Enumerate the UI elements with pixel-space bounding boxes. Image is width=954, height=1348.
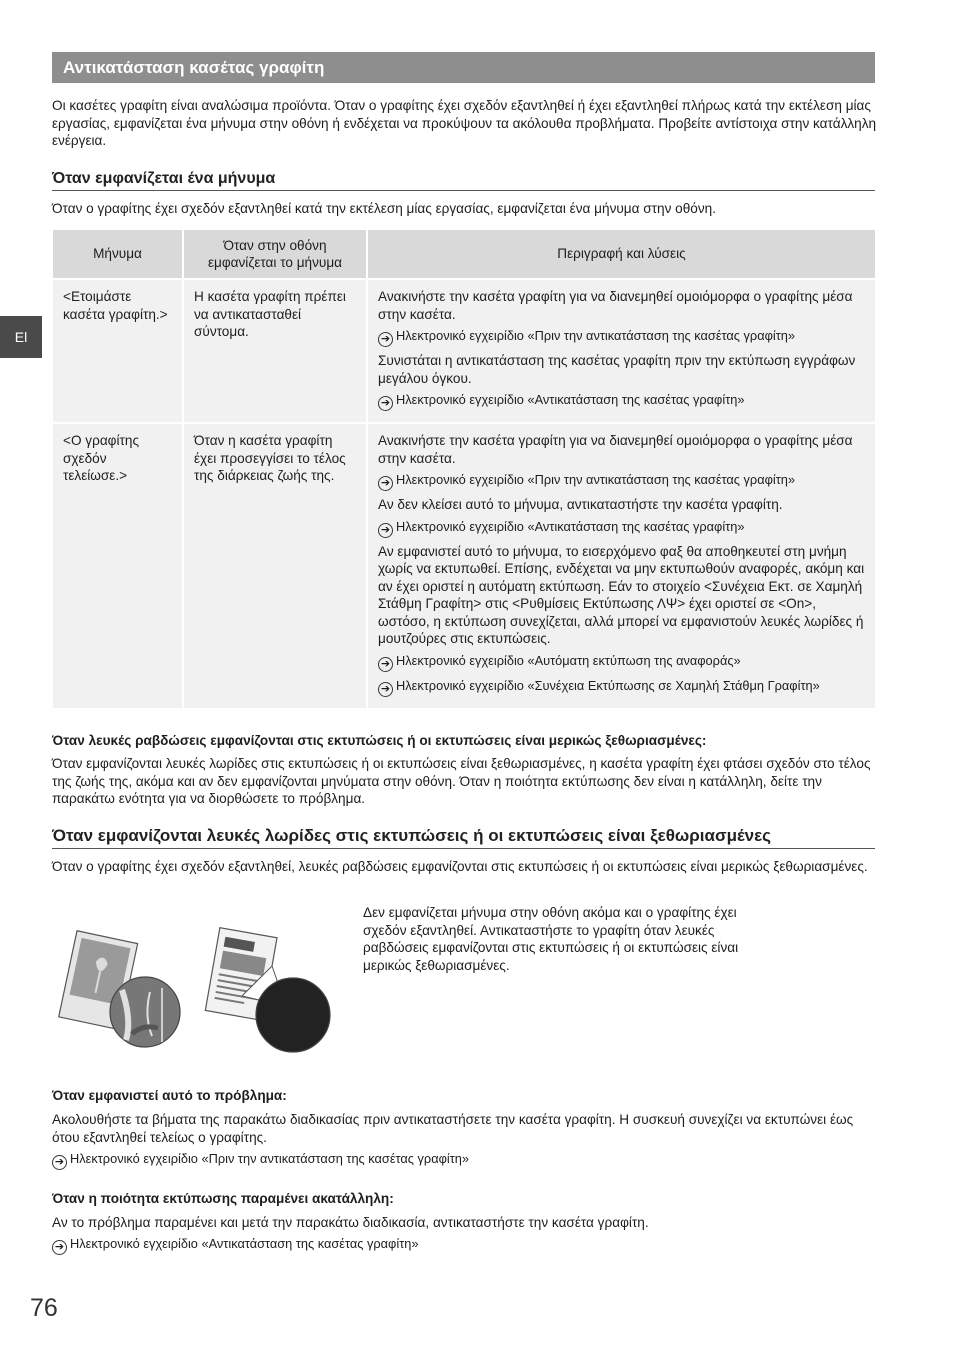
reference-text: Ηλεκτρονικό εγχειρίδιο «Αντικατάσταση της κασέτας γραφίτη» [396,392,745,407]
message-intro: Όταν ο γραφίτης έχει σχεδόν εξαντληθεί κατά την εκτέλεση μίας εργασίας, εμφανίζεται ένα μήνυμα στην οθόνη. [52,201,716,216]
reference-text: Ηλεκτρονικό εγχειρίδιο «Πριν την αντικατάσταση της κασέτας γραφίτη» [70,1151,470,1166]
manual-reference[interactable] [378,677,865,697]
description-text: Αν εμφανιστεί αυτό το μήνυμα, το εισερχόμενο φαξ θα αποθηκευτεί στη μνήμη χωρίς να εκτυπωθεί. Επίσης, ενδέχεται να μην εκτυπωθούν αναφορές, ακόμη και αν έχει οριστεί η αυτόματη εκτύπωση. Εάν το στοιχείο <Συνέχεια Εκτ. σε Χαμηλή Στάθμη Γραφίτη> στις <Ρυθμίσεις Εκτύπωσης ΛΨ> έχει οριστεί σε <On>, ωστόσο, η εκτύπωση συνεχίζεται, αλλά μπορεί να εμφανιστούν λευκές λωρίδες ή μουτζούρες στις εκτυπώσεις. [378,543,865,646]
arrow-right-icon: ➔ [378,476,393,491]
faded-print-illustration [52,926,332,1064]
manual-reference[interactable] [378,327,865,347]
heading-message: Όταν εμφανίζεται ένα μήνυμα [52,170,875,191]
quality-manual-reference[interactable] [52,1236,419,1255]
heading-streaks: Όταν εμφανίζονται λευκές λωρίδες στις εκτυπώσεις ή οι εκτυπώσεις είναι ξεθωριασμένες [52,826,875,849]
reference-text: Ηλεκτρονικό εγχειρίδιο «Αυτόματη εκτύπωση της αναφοράς» [396,652,741,668]
language-tab: El [0,316,42,358]
description-text: Ανακινήστε την κασέτα γραφίτη για να διανεμηθεί ομοιόμορφα ο γραφίτης μέσα στην κασέτα. [378,289,853,322]
arrow-right-icon: ➔ [378,396,393,411]
side-note: Δεν εμφανίζεται μήνυμα στην οθόνη ακόμα και ο γραφίτης έχει σχεδόν εξαντληθεί. Αντικαταστήστε το γραφίτη όταν λευκές ραβδώσεις εμφανίζονται στις εκτυπώσεις ή οι εκτυπώσεις είναι μερικώς ξεθωριασμένες. [363,905,739,973]
manual-reference[interactable] [378,391,865,411]
reference-text: Ηλεκτρονικό εγχειρίδιο «Αντικατάσταση της κασέτας γραφίτη» [396,518,745,534]
cell-when: Όταν η κασέτα γραφίτη έχει προσεγγίσει το τέλος της διάρκειας ζωής της. [183,423,367,708]
cell-message: <Ετοιμάστε κασέτα γραφίτη.> [53,279,183,423]
table-header-description: Περιγραφή και λύσεις [367,230,875,279]
page-number: 76 [30,1294,58,1322]
arrow-right-icon: ➔ [378,523,393,538]
problem-bold-heading: Όταν εμφανιστεί αυτό το πρόβλημα: [52,1088,287,1103]
streaks-bold-heading: Όταν λευκές ραβδώσεις εμφανίζονται στις εκτυπώσεις ή οι εκτυπώσεις είναι μερικώς ξεθωριασμένες: [52,733,707,748]
quality-bold-heading: Όταν η ποιότητα εκτύπωσης παραμένει ακατάλληλη: [52,1191,394,1206]
cell-description [367,279,875,423]
arrow-right-icon: ➔ [378,657,393,672]
cell-description [367,423,875,708]
manual-reference[interactable] [378,518,865,538]
arrow-right-icon: ➔ [378,332,393,347]
quality-paragraph: Αν το πρόβλημα παραμένει και μετά την παρακάτω διαδικασία, αντικαταστήστε την κασέτα γραφίτη. [52,1215,649,1230]
section-title: Αντικατάσταση κασέτας γραφίτη [52,52,875,83]
reference-text: Ηλεκτρονικό εγχειρίδιο «Αντικατάσταση της κασέτας γραφίτη» [70,1236,419,1251]
description-text: Αν δεν κλείσει αυτό το μήνυμα, αντικαταστήστε την κασέτα γραφίτη. [378,497,783,512]
message-table [53,230,875,708]
table-row [53,423,875,708]
arrow-right-icon: ➔ [52,1155,67,1170]
description-text: Συνιστάται η αντικατάσταση της κασέτας γραφίτη πριν την εκτύπωση εγγράφων μεγάλου όγκου. [378,353,856,386]
cell-message: <Ο γραφίτης σχεδόν τελείωσε.> [53,423,183,708]
problem-manual-reference[interactable] [52,1151,469,1170]
problem-paragraph: Ακολουθήστε τα βήματα της παρακάτω διαδικασίας πριν αντικαταστήσετε την κασέτα γραφίτη. Η συσκευή συνεχίζει να εκτυπώνει έως ότου εξαντληθεί τελείως ο γραφίτης. [52,1112,854,1145]
streaks-paragraph: Όταν εμφανίζονται λευκές λωρίδες στις εκτυπώσεις ή οι εκτυπώσεις είναι ξεθωριασμένες, η κασέτα γραφίτη έχει φτάσει σχεδόν στο τέλος της ζωής της, ακόμα και αν δεν εμφανίζονται μηνύματα στην οθόνη. Όταν η ποιότητα εκτύπωσης δεν είναι η κατάλληλη, δείτε την παρακάτω ενότητα για να διορθώσετε το πρόβλημα. [52,756,871,806]
intro-paragraph: Οι κασέτες γραφίτη είναι αναλώσιμα προϊόντα. Όταν ο γραφίτης έχει σχεδόν εξαντληθεί ή έχει εξαντληθεί πλήρως κατά την εκτέλεση μίας εργασίας, εμφανίζεται ένα μήνυμα στην οθόνη ή ενδέχεται να προκύψουν τα ακόλουθα προβλήματα. Προβείτε αντίστοιχα στην κατάλληλη ενέργεια. [52,98,877,148]
table-row [53,279,875,423]
cell-when: Η κασέτα γραφίτη πρέπει να αντικατασταθεί σύντομα. [183,279,367,423]
table-header-message: Μήνυμα [53,230,183,279]
table-header-when: Όταν στην οθόνη εμφανίζεται το μήνυμα [183,230,367,279]
arrow-right-icon: ➔ [378,682,393,697]
manual-reference[interactable] [378,471,865,491]
reference-text: Ηλεκτρονικό εγχειρίδιο «Συνέχεια Εκτύπωσης σε Χαμηλή Στάθμη Γραφίτη» [396,677,820,693]
streaks-intro: Όταν ο γραφίτης έχει σχεδόν εξαντληθεί, λευκές ραβδώσεις εμφανίζονται στις εκτυπώσεις ή οι εκτυπώσεις είναι μερικώς ξεθωριασμένες. [52,859,868,874]
manual-reference[interactable] [378,652,865,672]
description-text: Ανακινήστε την κασέτα γραφίτη για να διανεμηθεί ομοιόμορφα ο γραφίτης μέσα στην κασέτα. [378,433,853,466]
arrow-right-icon: ➔ [52,1240,67,1255]
reference-text: Ηλεκτρονικό εγχειρίδιο «Πριν την αντικατάσταση της κασέτας γραφίτη» [396,328,796,343]
reference-text: Ηλεκτρονικό εγχειρίδιο «Πριν την αντικατάσταση της κασέτας γραφίτη» [396,472,796,487]
